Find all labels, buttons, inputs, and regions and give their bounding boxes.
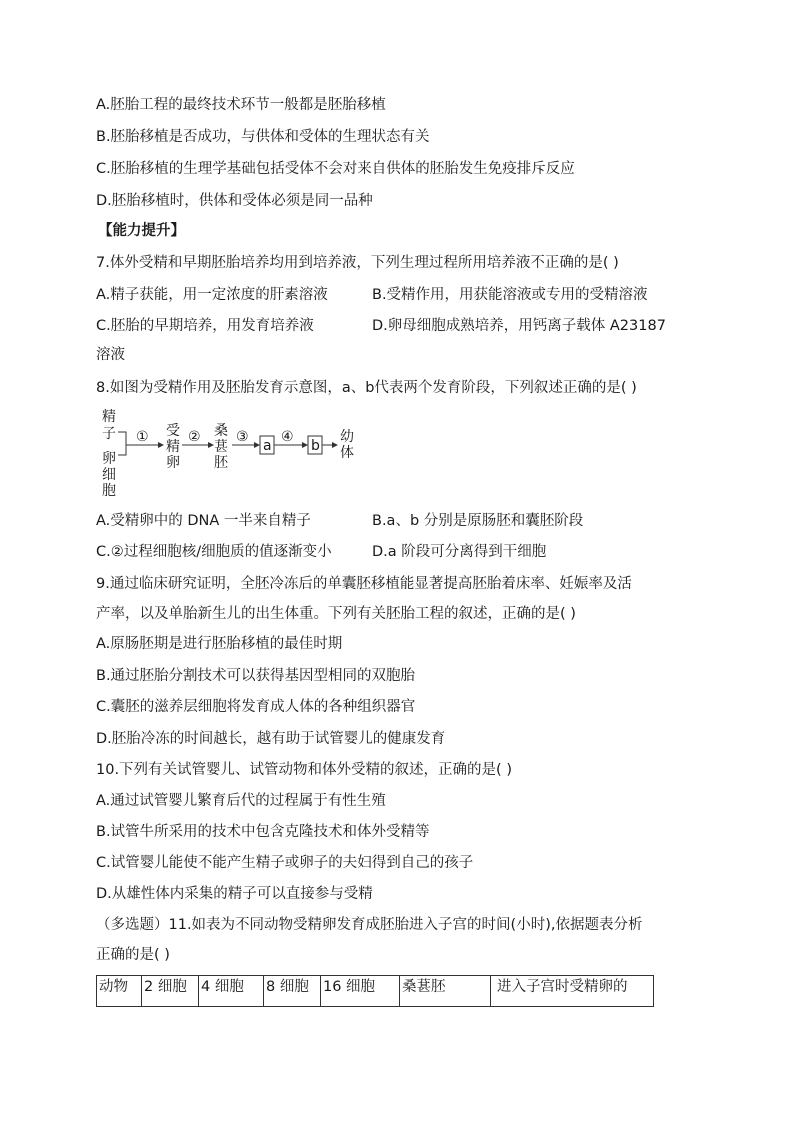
q8-option-b: B.a、b 分别是原肠胚和囊胚阶段 — [372, 513, 584, 529]
q8-option-c: C.②过程细胞核/细胞质的值逐渐变小 — [96, 544, 332, 560]
diagram-stage-b: b — [311, 438, 320, 454]
table-header-cell: 16 细胞 — [321, 976, 400, 1007]
q6-option-c: C.胚胎移植的生理学基础包括受体不会对来自供体的胚胎发生免疫排斥反应 — [96, 161, 575, 177]
diagram-young-1: 幼 — [340, 429, 354, 445]
q6-option-b: B.胚胎移植是否成功，与供体和受体的生理状态有关 — [96, 129, 430, 145]
diagram-sperm-2: 子 — [102, 426, 116, 442]
q8-option-a: A.受精卵中的 DNA 一半来自精子 — [96, 513, 311, 529]
q7-stem: 7.体外受精和早期胚胎培养均用到培养液，下列生理过程所用培养液不正确的是( ) — [96, 255, 619, 271]
diagram-arrowhead-4 — [302, 442, 308, 448]
q6-option-d: D.胚胎移植时，供体和受体必须是同一品种 — [96, 193, 373, 209]
q9-stem-line1: 9.通过临床研究证明，全胚冷冻后的单囊胚移植能显著提高胚胎着床率、妊娠率及活 — [96, 576, 632, 592]
diagram-step-1: ① — [136, 429, 149, 445]
q7-option-a: A.精子获能，用一定浓度的肝素溶液 — [96, 287, 328, 303]
diagram-morula-2: 葚 — [214, 439, 228, 455]
q9-stem-line2: 产率，以及单胎新生儿的出生体重。下列有关胚胎工程的叙述，正确的是( ) — [96, 606, 576, 622]
diagram-arrowhead-5 — [332, 442, 338, 448]
q8-stem: 8.如图为受精作用及胚胎发育示意图，a、b代表两个发育阶段，下列叙述正确的是( ) — [96, 380, 637, 396]
table-header-cell: 8 细胞 — [264, 976, 321, 1007]
q6-option-a: A.胚胎工程的最终技术环节一般都是胚胎移植 — [96, 97, 386, 113]
table-header-cell: 桑葚胚 — [400, 976, 491, 1007]
q11-stem-line2: 正确的是( ) — [96, 947, 170, 963]
diagram-arrowhead-1 — [158, 442, 164, 448]
q9-option-b: B.通过胚胎分割技术可以获得基因型相同的双胞胎 — [96, 668, 416, 684]
diagram-arrowhead-3 — [254, 442, 260, 448]
q7-option-b: B.受精作用，用获能溶液或专用的受精溶液 — [372, 287, 648, 303]
q9-option-d: D.胚胎冷冻的时间越长，越有助于试管婴儿的健康发育 — [96, 731, 446, 747]
diagram-morula-3: 胚 — [214, 455, 228, 471]
q7-option-d: D.卵母细胞成熟培养，用钙离子载体 A23187 — [372, 318, 666, 334]
table-header-cell: 2 细胞 — [142, 976, 199, 1007]
q10-option-c: C.试管婴儿能使不能产生精子或卵子的夫妇得到自己的孩子 — [96, 855, 474, 871]
diagram-bracket — [118, 432, 126, 455]
q10-option-b: B.试管牛所采用的技术中包含克隆技术和体外受精等 — [96, 824, 430, 840]
fertilization-diagram — [96, 405, 396, 501]
table-header-cell: 动物 — [97, 976, 142, 1007]
diagram-egg-3: 胞 — [102, 483, 116, 499]
table-header-cell: 进入子宫时受精卵的 — [491, 976, 654, 1007]
q9-option-a: A.原肠胚期是进行胚胎移植的最佳时期 — [96, 636, 343, 652]
diagram-egg-1: 卵 — [102, 451, 116, 467]
diagram-fertilized-2: 精 — [166, 439, 180, 455]
q10-option-a: A.通过试管婴儿繁育后代的过程属于有性生殖 — [96, 793, 386, 809]
q7-option-d-cont: 溶液 — [96, 347, 125, 363]
diagram-young-2: 体 — [340, 445, 354, 461]
diagram-step-3: ③ — [236, 429, 249, 445]
q8-option-d: D.a 阶段可分离得到干细胞 — [372, 544, 547, 560]
embryo-timing-table — [96, 975, 654, 1007]
diagram-step-2: ② — [188, 429, 201, 445]
diagram-stage-a: a — [263, 438, 272, 454]
diagram-sperm-1: 精 — [102, 409, 116, 425]
diagram-morula-1: 桑 — [214, 423, 228, 439]
diagram-fertilized-1: 受 — [166, 423, 180, 439]
diagram-fertilized-3: 卵 — [166, 455, 180, 471]
q7-option-c: C.胚胎的早期培养，用发育培养液 — [96, 318, 314, 334]
q10-stem: 10.下列有关试管婴儿、试管动物和体外受精的叙述，正确的是( ) — [96, 762, 512, 778]
table-header-cell: 4 细胞 — [199, 976, 264, 1007]
q9-option-c: C.囊胚的滋养层细胞将发育成人体的各种组织器官 — [96, 699, 416, 715]
diagram-egg-2: 细 — [102, 467, 116, 483]
q10-option-d: D.从雄性体内采集的精子可以直接参与受精 — [96, 886, 373, 902]
section-heading: 【能力提升】 — [98, 223, 185, 239]
table-header-row — [97, 976, 654, 1007]
q11-stem-line1: （多选题）11.如表为不同动物受精卵发育成胚胎进入子宫的时间(小时),依据题表分析 — [96, 917, 643, 933]
diagram-step-4: ④ — [281, 429, 294, 445]
